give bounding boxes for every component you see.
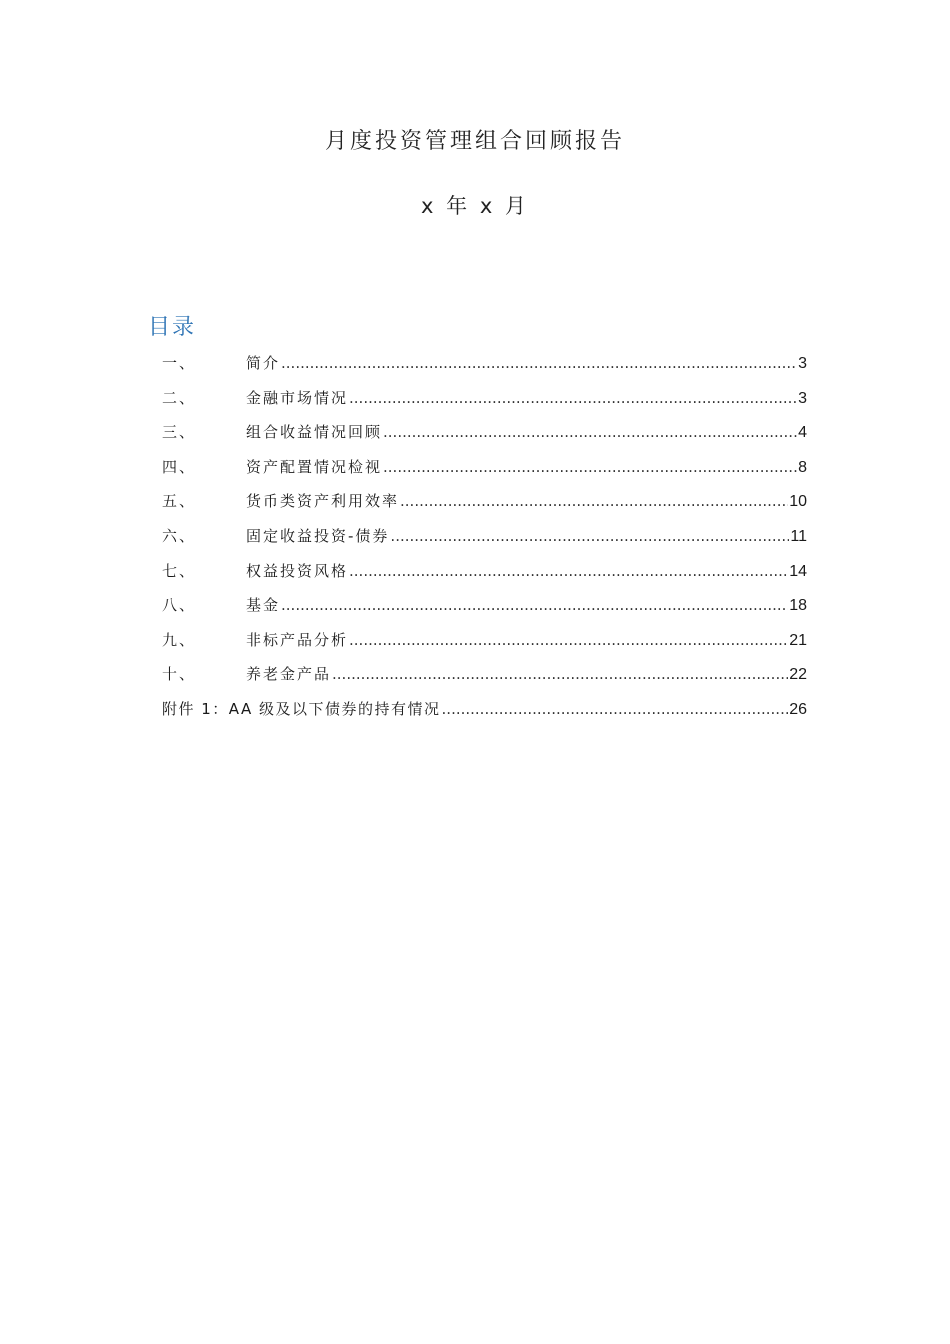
toc-entry-page: 11 bbox=[790, 527, 807, 545]
toc-entry-label: 组合收益情况回顾 bbox=[246, 423, 383, 442]
toc-entry-number: 三、 bbox=[162, 423, 197, 442]
toc-entry-number: 六、 bbox=[162, 526, 197, 545]
toc-entry-number: 二、 bbox=[162, 388, 197, 407]
toc-dot-leader bbox=[349, 631, 788, 649]
toc-entry-label: 货币类资产利用效率 bbox=[246, 492, 400, 511]
toc-entry-appendix[interactable] bbox=[162, 698, 807, 733]
toc-entry-page: 4 bbox=[798, 424, 807, 442]
toc-dot-leader bbox=[442, 700, 789, 718]
toc-entry-label: 金融市场情况 bbox=[246, 388, 349, 407]
toc-entry-label: 简介 bbox=[246, 354, 281, 372]
toc-dot-leader bbox=[383, 458, 797, 476]
toc-entry-page: 8 bbox=[798, 458, 807, 476]
toc-entry-number: 九、 bbox=[162, 630, 197, 649]
toc-entry-label: 权益投资风格 bbox=[246, 561, 349, 580]
toc-entry[interactable] bbox=[162, 456, 807, 491]
toc-entry-number: 八、 bbox=[162, 596, 197, 615]
toc-entry-label: 非标产品分析 bbox=[246, 630, 349, 649]
toc-dot-leader bbox=[332, 665, 788, 683]
toc-dot-leader bbox=[281, 596, 788, 614]
toc-entry[interactable] bbox=[162, 663, 807, 698]
toc-entry-page: 22 bbox=[789, 666, 807, 684]
table-of-contents bbox=[162, 352, 807, 733]
toc-dot-leader bbox=[349, 389, 797, 407]
toc-entry-page: 18 bbox=[789, 597, 807, 615]
toc-entry-page: 10 bbox=[789, 493, 807, 511]
toc-entry-page: 14 bbox=[789, 562, 807, 580]
toc-entry-page: 3 bbox=[798, 355, 807, 372]
toc-entry-number: 七、 bbox=[162, 561, 197, 580]
toc-entry-label: 养老金产品 bbox=[246, 665, 332, 684]
toc-dot-leader bbox=[281, 354, 797, 372]
toc-entry-label: 资产配置情况检视 bbox=[246, 457, 383, 476]
toc-heading: 目录 bbox=[148, 315, 197, 340]
toc-entry[interactable] bbox=[162, 629, 807, 664]
document-title: 月度投资管理组合回顾报告 bbox=[324, 129, 625, 154]
toc-dot-leader bbox=[390, 527, 789, 545]
toc-entry[interactable] bbox=[162, 560, 807, 595]
toc-entry[interactable] bbox=[162, 594, 807, 629]
document-date: x 年 x 月 bbox=[421, 194, 529, 218]
toc-entry[interactable] bbox=[162, 525, 807, 560]
toc-entry[interactable] bbox=[162, 387, 807, 422]
toc-entry[interactable] bbox=[162, 490, 807, 525]
toc-entry-label: 基金 bbox=[246, 596, 281, 615]
toc-entry-number: 四、 bbox=[162, 457, 197, 476]
toc-appendix-page: 26 bbox=[789, 700, 807, 718]
toc-entry-page: 21 bbox=[789, 631, 807, 649]
toc-entry-number: 一、 bbox=[162, 354, 197, 372]
toc-entry[interactable] bbox=[162, 352, 807, 387]
toc-appendix-label: 附件 1：AA 级及以下债券的持有情况 bbox=[162, 699, 441, 718]
toc-dot-leader bbox=[349, 562, 788, 580]
toc-entry-label: 固定收益投资-债券 bbox=[246, 526, 390, 545]
toc-entry-number: 五、 bbox=[162, 492, 197, 511]
toc-entry[interactable] bbox=[162, 421, 807, 456]
toc-dot-leader bbox=[400, 492, 788, 510]
toc-entry-number: 十、 bbox=[162, 665, 197, 684]
toc-dot-leader bbox=[383, 423, 797, 441]
toc-entry-page: 3 bbox=[798, 389, 807, 407]
